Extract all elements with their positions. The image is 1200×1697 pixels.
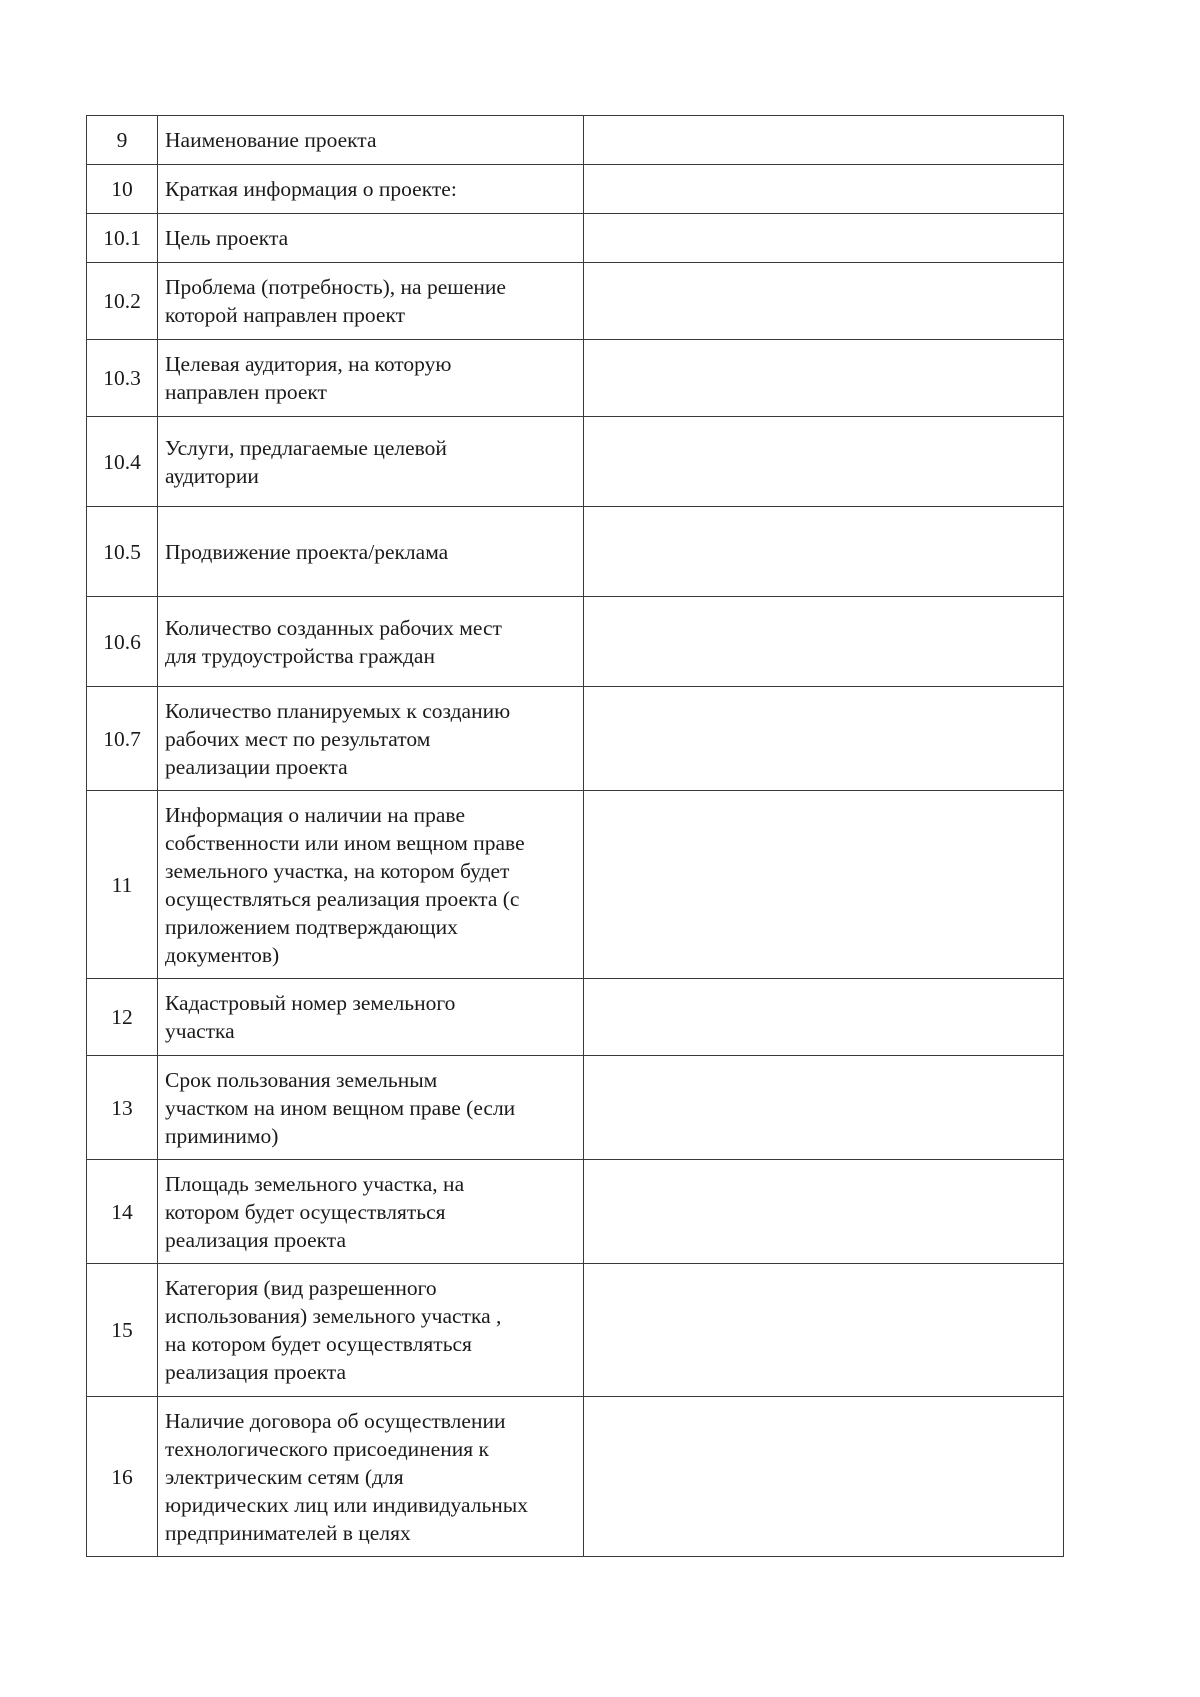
row-value-field[interactable] (584, 340, 1064, 417)
row-number: 12 (87, 979, 158, 1056)
row-number: 9 (87, 116, 158, 165)
row-label: Краткая информация о проекте: (158, 165, 584, 214)
row-label: Кадастровый номер земельного участка (158, 979, 584, 1056)
row-number: 14 (87, 1160, 158, 1264)
table-row (87, 791, 1064, 979)
table-body (87, 116, 1064, 1557)
row-value-field[interactable] (584, 791, 1064, 979)
row-number: 10.6 (87, 597, 158, 687)
row-value-field[interactable] (584, 116, 1064, 165)
row-label: Услуги, предлагаемые целевой аудитории (158, 417, 584, 507)
table-row (87, 165, 1064, 214)
row-value-field[interactable] (584, 1264, 1064, 1397)
table-row (87, 1056, 1064, 1160)
row-value-field[interactable] (584, 1056, 1064, 1160)
row-label: Цель проекта (158, 214, 584, 263)
row-value-field[interactable] (584, 165, 1064, 214)
row-label: Категория (вид разрешенного использования) земельного участка , на котором будет осуществляться реализация проекта (158, 1264, 584, 1397)
row-label: Продвижение проекта/реклама (158, 507, 584, 597)
row-label: Целевая аудитория, на которую направлен проект (158, 340, 584, 417)
row-label: Информация о наличии на праве собственности или ином вещном праве земельного участка, на котором будет осуществляться реализация проекта (с приложением подтверждающих документов) (158, 791, 584, 979)
table-row (87, 417, 1064, 507)
row-number: 15 (87, 1264, 158, 1397)
row-value-field[interactable] (584, 417, 1064, 507)
row-number: 10.1 (87, 214, 158, 263)
table-row (87, 979, 1064, 1056)
table-row (87, 116, 1064, 165)
table-row (87, 214, 1064, 263)
row-label: Количество планируемых к созданию рабочих мест по результатом реализации проекта (158, 687, 584, 791)
row-number: 10.5 (87, 507, 158, 597)
row-value-field[interactable] (584, 1397, 1064, 1557)
row-number: 10 (87, 165, 158, 214)
row-number: 13 (87, 1056, 158, 1160)
row-label: Количество созданных рабочих мест для трудоустройства граждан (158, 597, 584, 687)
row-value-field[interactable] (584, 263, 1064, 340)
table-row (87, 1397, 1064, 1557)
table-row (87, 1264, 1064, 1397)
row-label: Наличие договора об осуществлении технологического присоединения к электрическим сетям (для юридических лиц или индивидуальных предпринимателей в целях (158, 1397, 584, 1557)
row-label: Площадь земельного участка, на котором будет осуществляться реализация проекта (158, 1160, 584, 1264)
row-value-field[interactable] (584, 1160, 1064, 1264)
table-row (87, 340, 1064, 417)
row-value-field[interactable] (584, 214, 1064, 263)
row-number: 10.2 (87, 263, 158, 340)
row-label: Срок пользования земельным участком на ином вещном праве (если приминимо) (158, 1056, 584, 1160)
row-number: 11 (87, 791, 158, 979)
table-row (87, 597, 1064, 687)
project-info-table (86, 115, 1064, 1557)
table-row (87, 507, 1064, 597)
row-number: 10.4 (87, 417, 158, 507)
row-number: 16 (87, 1397, 158, 1557)
row-label: Наименование проекта (158, 116, 584, 165)
row-value-field[interactable] (584, 979, 1064, 1056)
row-label: Проблема (потребность), на решение которой направлен проект (158, 263, 584, 340)
table-row (87, 687, 1064, 791)
table-row (87, 263, 1064, 340)
row-number: 10.7 (87, 687, 158, 791)
row-value-field[interactable] (584, 597, 1064, 687)
table-row (87, 1160, 1064, 1264)
row-number: 10.3 (87, 340, 158, 417)
row-value-field[interactable] (584, 687, 1064, 791)
row-value-field[interactable] (584, 507, 1064, 597)
